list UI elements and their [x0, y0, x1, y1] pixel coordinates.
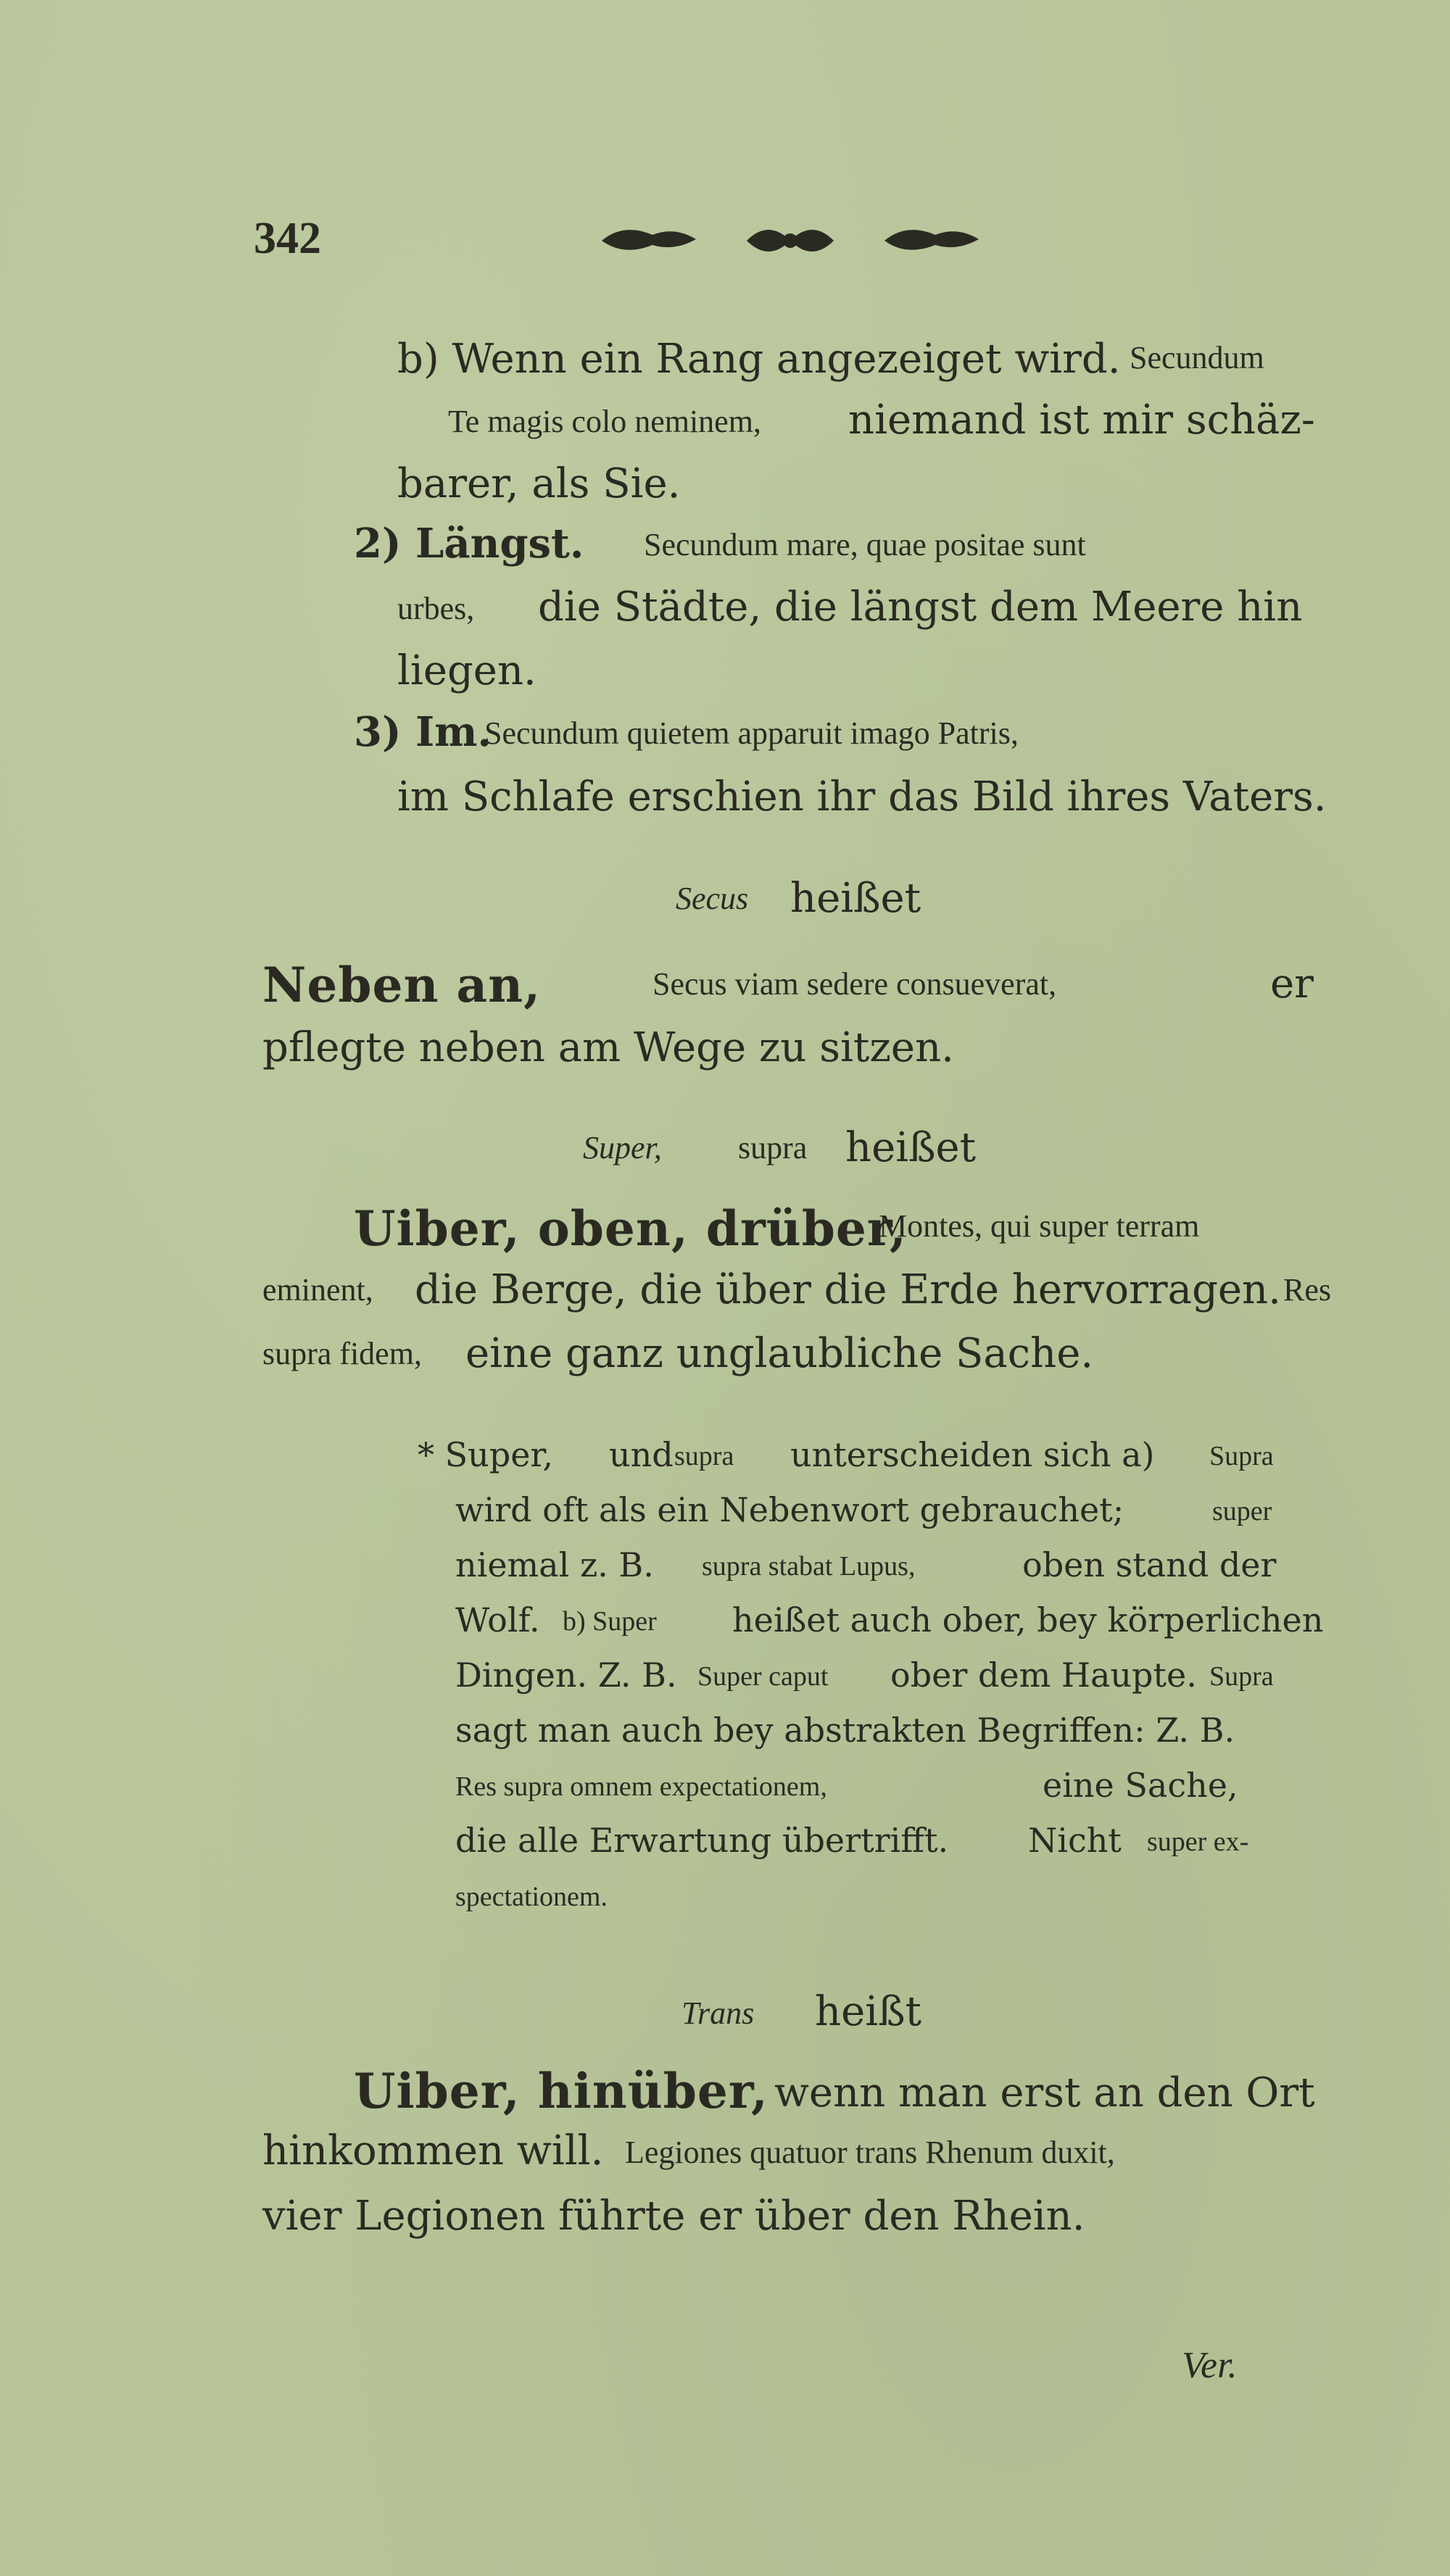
line-b-latin: Secundum — [1130, 340, 1264, 375]
line-b-heading: b) Wenn ein Rang angezeiget wird. — [397, 336, 1121, 383]
line-3-latin: Secundum quietem apparuit imago Patris, — [484, 715, 1019, 751]
super-heading-latin-2: supra — [738, 1130, 808, 1166]
trans-term: Uiber, hinüber, — [354, 2063, 768, 2119]
note-line3-a: niemal z. B. — [455, 1545, 654, 1584]
line-b-latin-2: Te magis colo neminem, — [448, 404, 761, 439]
note-line4-a: Wolf. — [455, 1600, 540, 1640]
note-line7-a: Res supra omnem expectationem, — [455, 1771, 827, 1802]
line-2-german: die Städte, die längst dem Meere hin — [538, 583, 1303, 631]
decorative-ornament — [594, 212, 986, 270]
secus-heading-german: heißet — [790, 875, 921, 922]
super-line1-latin: Montes, qui super terram — [879, 1208, 1200, 1244]
note-line6-a: sagt man auch bey abstrakten Begriffen: Z. B. — [455, 1711, 1235, 1750]
trans-line3-german: vier Legionen führte er über den Rhein. — [262, 2193, 1085, 2240]
super-line2-latin: eminent, — [262, 1272, 373, 1308]
note-line1-d: unterscheiden sich a) — [790, 1435, 1155, 1474]
line-2-heading: 2) Längst. — [354, 520, 584, 568]
super-line2-latin-2: Res — [1283, 1272, 1331, 1308]
secus-term: Neben an, — [262, 957, 542, 1013]
note-line2-a: wird oft als ein Nebenwort gebrauchet; — [455, 1490, 1124, 1529]
note-line8-c: super ex- — [1147, 1827, 1249, 1857]
super-heading-latin: Super, — [583, 1130, 662, 1166]
note-line2-b: super — [1212, 1496, 1272, 1526]
note-line5-b: Super caput — [697, 1661, 829, 1692]
super-line3-german: eine ganz unglaubliche Sache. — [465, 1330, 1094, 1377]
super-term: Uiber, oben, drüber, — [354, 1200, 907, 1257]
page-number: 342 — [254, 214, 321, 263]
trans-line2-latin: Legiones quatuor trans Rhenum duxit, — [625, 2135, 1115, 2170]
note-line9-a: spectationem. — [455, 1882, 608, 1912]
line-2-german-2: liegen. — [397, 647, 536, 694]
note-line5-d: Supra — [1209, 1661, 1274, 1692]
trans-line1-german: wenn man erst an den Ort — [774, 2069, 1315, 2116]
note-line1-a: * Super, — [418, 1435, 553, 1474]
trans-heading-latin: Trans — [682, 1995, 755, 2031]
line-2-latin-2: urbes, — [397, 591, 475, 626]
line-b-german: niemand ist mir schäz- — [848, 396, 1315, 444]
line-2-latin: Secundum mare, quae positae sunt — [644, 527, 1086, 562]
note-line3-b: supra stabat Lupus, — [702, 1551, 916, 1582]
note-line7-b: eine Sache, — [1043, 1766, 1238, 1805]
note-line1-c: supra — [674, 1441, 734, 1471]
line-b-german-2: barer, als Sie. — [397, 460, 681, 507]
catchword: Ver. — [1182, 2345, 1238, 2386]
note-line8-b: Nicht — [1028, 1821, 1122, 1860]
note-line1-e: Supra — [1209, 1441, 1274, 1471]
note-line4-b: b) Super — [563, 1606, 657, 1637]
note-line5-c: ober dem Haupte. — [890, 1655, 1197, 1695]
secus-example-latin: Secus viam sedere consueverat, — [652, 966, 1057, 1002]
line-3-german: im Schlafe erschien ihr das Bild ihres Vaters. — [397, 773, 1327, 820]
super-heading-german: heißet — [845, 1124, 977, 1171]
secus-example-german-1: er — [1270, 960, 1314, 1007]
trans-heading-german: heißt — [815, 1988, 922, 2035]
trans-line2-german: hinkommen will. — [262, 2127, 604, 2174]
note-line3-c: oben stand der — [1022, 1545, 1277, 1584]
secus-heading-latin: Secus — [676, 881, 749, 916]
line-3-heading: 3) Im. — [354, 708, 492, 756]
super-line3-latin: supra fidem, — [262, 1336, 422, 1371]
note-line1-b: und — [609, 1435, 674, 1474]
note-line8-a: die alle Erwartung übertrifft. — [455, 1821, 949, 1860]
note-line5-a: Dingen. Z. B. — [455, 1655, 677, 1695]
note-line4-c: heißet auch ober, bey körperlichen — [732, 1600, 1324, 1640]
super-line2-german: die Berge, die über die Erde hervorragen. — [415, 1266, 1281, 1313]
secus-example-german-2: pflegte neben am Wege zu sitzen. — [262, 1024, 954, 1071]
